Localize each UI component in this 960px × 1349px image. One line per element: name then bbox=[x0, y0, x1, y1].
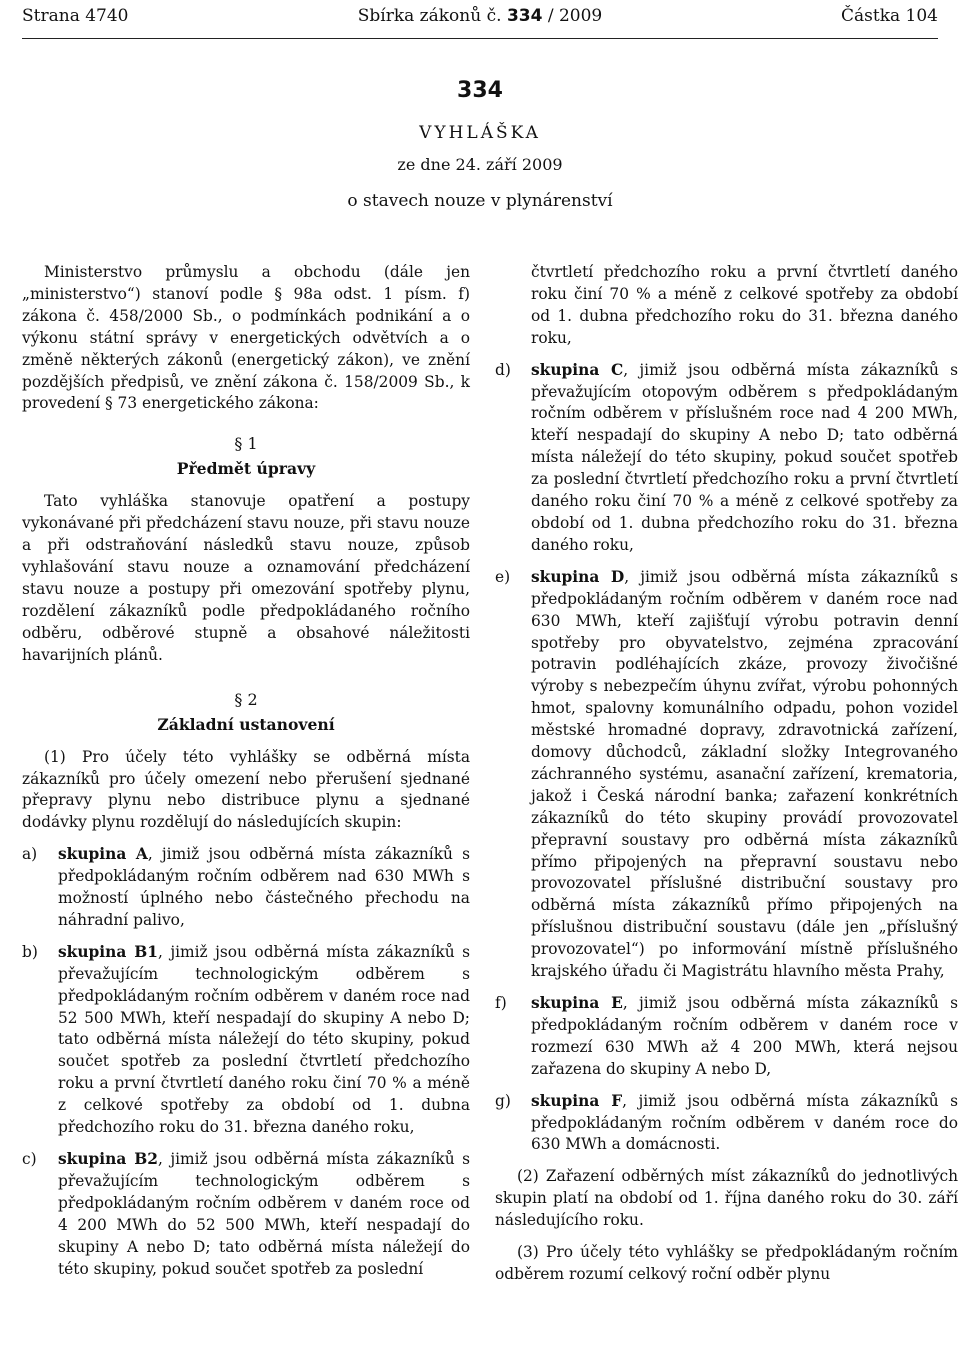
section-1-heading bbox=[22, 431, 470, 481]
section-2-paragraph-2: (2) Zařazení odběrných míst zákazníků do jednotlivých skupin platí na období od 1. října daného roku do 30. září následujícího roku. bbox=[495, 1167, 958, 1230]
document-date: ze dne 24. září 2009 bbox=[397, 155, 563, 174]
list-item-marker: g) bbox=[495, 1091, 511, 1110]
list-item-body bbox=[531, 567, 958, 983]
group-name: skupina D bbox=[531, 567, 625, 586]
list-item bbox=[22, 942, 470, 1139]
group-description: , jimiž jsou odběrná místa zákazníků s předpokládaným ročním odběrem v daném roce nad 630 MWh, kteří zajišťují výrobu potravin denní spotřeby pro obyvatelstvo, zejména zpracování potravin podléhajících zkáze, provozy živočišné výroby s nebezpečím úhynu zvířat, výrobu pohonných hmot, spalovny komunálního odpadu, pohon vozidel městské hromadné dopravy, zdravotnická zařízení, domovy důchodců, základní složky Integrovaného záchranného systému, asanační zařízení, krematoria, jakož i Česká národní banka; zařazení konkrétních zákazníků do této skupiny provádí provozovatel přepravní soustavy pro odběrná místa zákazníků přímo připojených na přepravní soustavu nebo provozovatel příslušné distribuční soustavy pro odběrná místa zákazníků přímo připojených na příslušnou distribuční soustavu (dále jen „příslušný provozovatel“) po informování místně příslušného krajského úřadu či Magistrátu hlavního města Prahy, bbox=[531, 567, 958, 981]
group-name: skupina C bbox=[531, 360, 624, 379]
group-name: skupina A bbox=[58, 845, 148, 864]
group-name: skupina F bbox=[531, 1091, 623, 1110]
list-item-marker: a) bbox=[22, 845, 38, 864]
section-1-title: Předmět úpravy bbox=[176, 459, 316, 479]
list-item bbox=[495, 1091, 958, 1157]
collection-reference bbox=[22, 6, 938, 26]
list-item-marker: c) bbox=[22, 1150, 37, 1168]
section-2-symbol: § 2 bbox=[234, 689, 258, 709]
title-block bbox=[0, 76, 960, 214]
section-2-heading bbox=[22, 687, 470, 737]
document-subject: o stavech nouze v plynárenství bbox=[347, 191, 613, 211]
list-item-body bbox=[531, 360, 958, 557]
section-2-title: Základní ustanovení bbox=[157, 714, 335, 734]
section-1-text: Tato vyhláška stanovuje opatření a postupy vykonávané při předcházení stavu nouze, při stavu nouze a při odstraňování následků stavu nouze, způsob vyhlašování stavu nouze a oznamování předcházení stavu nouze a postupy při omezování spotřeby plynu, rozdělení zákazníků podle předpokládaného ročního odběru, odběrové stupně a obsahové náležitosti havarijních plánů. bbox=[22, 492, 470, 664]
list-item bbox=[22, 844, 470, 932]
list-item-continuation: čtvrtletí předchozího roku a první čtvrtletí daného roku činí 70 % a méně z celkové spotřeby za období od 1. dubna předchozího roku do 31. března daného roku, bbox=[531, 263, 958, 347]
list-item-body bbox=[58, 844, 470, 932]
list-item-marker: d) bbox=[495, 360, 511, 379]
page-header bbox=[22, 2, 938, 28]
left-column bbox=[22, 262, 470, 1280]
list-item-body bbox=[531, 993, 958, 1081]
document-type: VYHLÁŠKA bbox=[419, 123, 541, 143]
group-description: , jimiž jsou odběrná místa zákazníků s převažujícím otopovým odběrem s předpokládaným ročním odběrem v příslušném roce nad 4 200 MWh, kteří nespadají do skupiny A nebo D; tato odběrná místa náležejí do této skupiny, pokud součet spotřeb za poslední čtvrtletí předchozího roku a první čtvrtletí daného roku činí 70 % a méně z celkové spotřeby za období od 1. dubna předchozího roku do 31. března daného roku, bbox=[531, 360, 958, 554]
right-column bbox=[495, 262, 958, 1286]
list-item-marker: b) bbox=[22, 942, 38, 961]
group-description: , jimiž jsou odběrná místa zákazníků s předpokládaným ročním odběrem v daném roce do 630 MWh a domácnosti. bbox=[531, 1091, 958, 1154]
group-name: skupina E bbox=[531, 994, 623, 1012]
collection-number: 334 bbox=[506, 6, 543, 26]
list-item bbox=[495, 360, 958, 557]
spacer bbox=[495, 1156, 958, 1166]
preamble: Ministerstvo průmyslu a obchodu (dále jen „ministerstvo“) stanoví podle § 98a odst. 1 písm. f) zákona č. 458/2000 Sb., o podmínkách podnikání a o výkonu státní správy v energetických odvětvích a o změně některých zákonů (energetický zákon), ve znění pozdějších předpisů, ve znění zákona č. 158/2009 Sb., k provedení § 73 energetického zákona: bbox=[22, 263, 470, 413]
group-name: skupina B2 bbox=[58, 1150, 158, 1168]
list-item-body bbox=[531, 1091, 958, 1157]
group-description: , jimiž jsou odběrná místa zákazníků s předpokládaným ročním odběrem v daném roce v rozmezí 630 MWh až 4 200 MWh, která nejsou zařazena do skupiny A nebo D, bbox=[531, 994, 958, 1078]
list-item-marker: e) bbox=[495, 567, 511, 586]
list-item-body bbox=[58, 942, 470, 1139]
list-item-marker: f) bbox=[495, 994, 507, 1012]
group-description: , jimiž jsou odběrná místa zákazníků s převažujícím technologickým odběrem s předpokládaným ročním odběrem v daném roce nad 52 500 MWh, kteří nespadají do skupiny A nebo D; tato odběrná místa náležejí do této skupiny, pokud součet spotřeb za poslední čtvrtletí předchozího roku a první čtvrtletí daného roku činí 70 % a méně z celkové spotřeby za období od 1. dubna předchozího roku do 31. března daného roku, bbox=[58, 942, 470, 1137]
issue-number: Částka 104 bbox=[841, 6, 938, 26]
header-divider bbox=[22, 38, 938, 39]
page-number: Strana 4740 bbox=[22, 6, 129, 26]
document-number: 334 bbox=[457, 78, 503, 103]
group-description: , jimiž jsou odběrná místa zákazníků s předpokládaným ročním odběrem nad 630 MWh s možností úplného nebo částečného přechodu na náhradní palivo, bbox=[58, 845, 471, 929]
collection-name: Sbírka zákonů č. bbox=[357, 6, 502, 26]
section-1-symbol: § 1 bbox=[234, 434, 258, 454]
list-item bbox=[495, 567, 958, 983]
spacer bbox=[495, 1232, 958, 1242]
group-name: skupina B1 bbox=[58, 942, 158, 961]
list-item bbox=[22, 1149, 470, 1280]
list-item-body bbox=[58, 1149, 470, 1280]
section-2-paragraph-1: (1) Pro účely této vyhlášky se odběrná místa zákazníků pro účely omezení nebo přerušení sjednané přepravy plynu nebo distribuce plynu a sjednané dodávky plynu rozdělují do následujících skupin: bbox=[22, 747, 470, 832]
group-description: , jimiž jsou odběrná místa zákazníků s převažujícím technologickým odběrem s předpokládaným ročním odběrem v daném roce od 4 200 MWh do 52 500 MWh, kteří nespadají do skupiny A nebo D; tato odběrná místa náležejí do této skupiny, pokud součet spotřeb za poslední bbox=[58, 1150, 470, 1278]
section-2-paragraph-3: (3) Pro účely této vyhlášky se předpokládaným ročním odběrem rozumí celkový roční odběr plynu bbox=[495, 1243, 958, 1283]
collection-year: / 2009 bbox=[547, 6, 603, 26]
list-item bbox=[495, 993, 958, 1081]
